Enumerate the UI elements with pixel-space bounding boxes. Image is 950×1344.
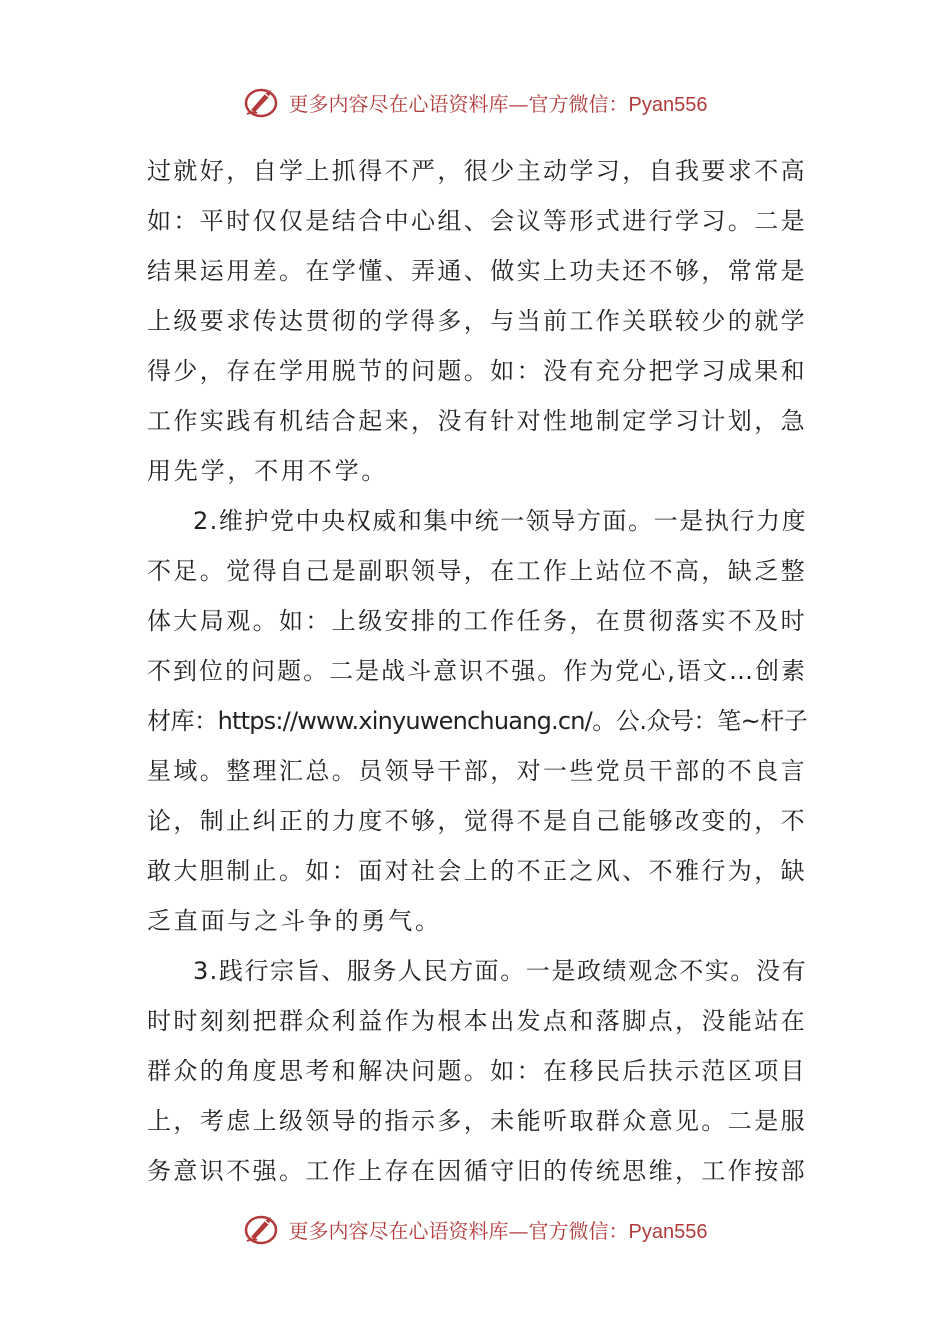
body-line: 结果运用差。在学懂、弄通、做实上功夫还不够，常常是 [147,257,807,285]
body-line-with-url: 材库：https://www.xinyuwenchuang.cn/。公.众号：笔~杆子 [147,707,807,735]
section-heading-line: 2.维护党中央权威和集中统一领导方面。一是执行力度 [193,507,807,535]
body-line: 论，制止纠正的力度不够，觉得不是自己能够改变的，不 [147,807,807,835]
body-line: 上级要求传达贯彻的学得多，与当前工作关联较少的就学 [147,307,807,335]
body-line: 如：平时仅仅是结合中心组、会议等形式进行学习。二是 [147,207,807,235]
footer-separator: — [508,1218,529,1243]
body-line: 过就好，自学上抓得不严，很少主动学习，自我要求不高 [147,157,807,185]
body-line: 工作实践有机结合起来，没有针对性地制定学习计划，急 [147,407,807,435]
body-line: 敢大胆制止。如：面对社会上的不正之风、不雅行为，缺 [147,857,807,885]
footer-watermark-banner [0,1209,950,1249]
footer-wechat-label: 官方微信： [528,1218,629,1243]
body-line: 星域。整理汇总。员领导干部，对一些党员干部的不良言 [147,757,807,785]
header-brand: 更多内容尽在心语资料库 [288,91,509,116]
body-line: 群众的角度思考和解决问题。如：在移民后扶示范区项目 [147,1057,807,1085]
footer-wechat-id: Pyan556 [628,1220,708,1243]
footer-watermark-text [289,1215,708,1244]
body-line: 时时刻刻把群众利益作为根本出发点和落脚点，没能站在 [147,1007,807,1035]
header-separator: — [508,91,529,116]
document-body [147,146,807,1196]
body-line: 上，考虑上级领导的指示多，未能听取群众意见。二是服 [147,1107,807,1135]
pen-nib-logo-icon [243,84,283,120]
body-line: 得少，存在学用脱节的问题。如：没有充分把学习成果和 [147,357,807,385]
pen-nib-logo-icon [243,1211,283,1247]
body-line: 体大局观。如：上级安排的工作任务，在贯彻落实不及时 [147,607,807,635]
body-line: 不足。觉得自己是副职领导，在工作上站位不高，缺乏整 [147,557,807,585]
body-line: 务意识不强。工作上存在因循守旧的传统思维，工作按部 [147,1157,807,1185]
header-watermark-text [289,88,708,117]
footer-brand: 更多内容尽在心语资料库 [288,1218,509,1243]
body-line: 不到位的问题。二是战斗意识不强。作为党心,语文…创素 [147,657,807,685]
header-wechat-label: 官方微信： [528,91,629,116]
body-line: 用先学，不用不学。 [147,457,389,485]
body-line: 乏直面与之斗争的勇气。 [147,907,442,935]
section-heading-line: 3.践行宗旨、服务人民方面。一是政绩观念不实。没有 [193,957,807,985]
header-watermark-banner [0,82,950,122]
header-wechat-id: Pyan556 [628,93,708,116]
